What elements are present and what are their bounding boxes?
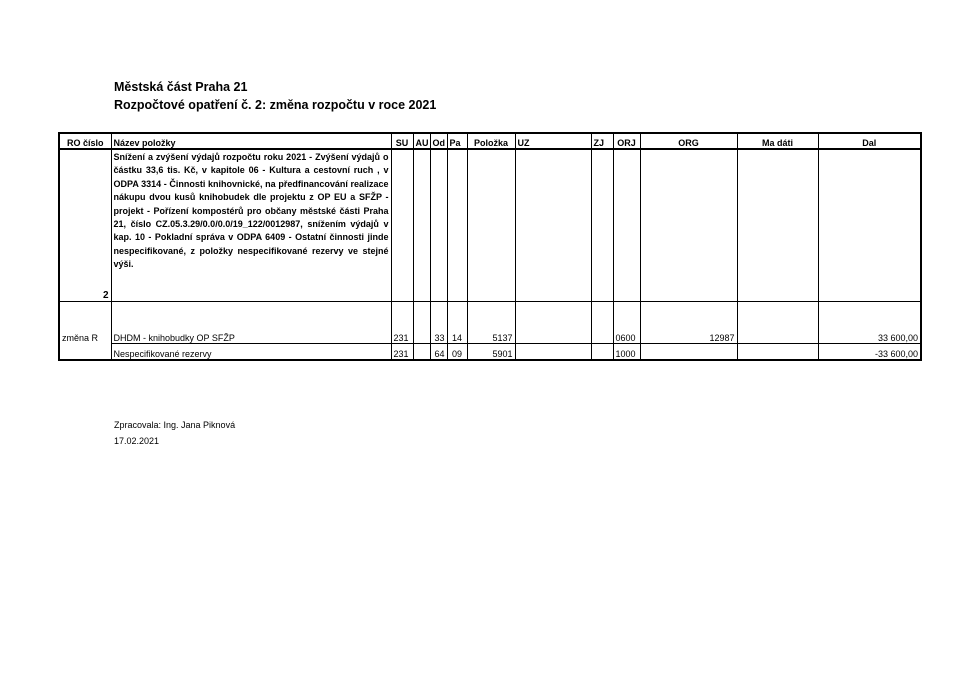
row-pa: 09 — [447, 343, 467, 360]
ro-number: 2 — [59, 149, 111, 301]
row-su: 231 — [391, 343, 413, 360]
prepared-date: 17.02.2021 — [114, 436, 160, 446]
col-org: ORG — [640, 133, 737, 149]
table-header-row — [59, 133, 921, 149]
row-zj — [591, 301, 613, 343]
row-name: DHDM - knihobudky OP SFŽP — [111, 301, 391, 343]
row-ma-dati — [737, 301, 818, 343]
row-polozka: 5137 — [467, 301, 515, 343]
row-od: 33 — [430, 301, 447, 343]
col-dal: Dal — [818, 133, 921, 149]
col-od: Od — [430, 133, 447, 149]
row-uz — [515, 301, 591, 343]
page-title: Městská část Praha 21 — [114, 80, 248, 94]
row-org — [640, 343, 737, 360]
budget-table — [58, 132, 922, 361]
col-polozka: Položka — [467, 133, 515, 149]
row-od: 64 — [430, 343, 447, 360]
col-zj: ZJ — [591, 133, 613, 149]
row-zj — [591, 343, 613, 360]
col-orj: ORJ — [613, 133, 640, 149]
row-orj: 0600 — [613, 301, 640, 343]
col-su: SU — [391, 133, 413, 149]
col-nazev-polozky: Název položky — [111, 133, 391, 149]
row-dal: -33 600,00 — [818, 343, 921, 360]
row-pa: 14 — [447, 301, 467, 343]
page-subtitle: Rozpočtové opatření č. 2: změna rozpočtu v roce 2021 — [114, 98, 437, 112]
row-polozka: 5901 — [467, 343, 515, 360]
row-orj: 1000 — [613, 343, 640, 360]
row-au — [413, 343, 430, 360]
row-ro — [59, 343, 111, 360]
table-row-description — [59, 149, 921, 301]
table-row — [59, 343, 921, 360]
row-dal: 33 600,00 — [818, 301, 921, 343]
table-row — [59, 301, 921, 343]
row-ma-dati — [737, 343, 818, 360]
col-ma-dati: Ma dáti — [737, 133, 818, 149]
row-name: Nespecifikované rezervy — [111, 343, 391, 360]
col-pa: Pa — [447, 133, 467, 149]
col-ro-cislo: RO číslo — [59, 133, 111, 149]
row-uz — [515, 343, 591, 360]
row-org: 12987 — [640, 301, 737, 343]
row-ro: změna R — [59, 301, 111, 343]
col-au: AU — [413, 133, 430, 149]
row-su: 231 — [391, 301, 413, 343]
description-text: Snížení a zvýšení výdajů rozpočtu roku 2021 - Zvýšení výdajů o částku 33,6 tis. Kč, v kapitole 06 - Kultura a cestovní ruch , v ODPA 3314 - Činnosti knihovnické, na předfinancování realizace nákupu dvou kusů knihobudek dle projektu z OP EU a SFŽP - projekt - Pořízení kompostérů pro občany městské části Praha 21, číslo CZ.05.3.29/0.0/0.0/19_122/0012987, snížením výdajů v kap. 10 - Pokladní správa v ODPA 6409 - Ostatní činnosti jinde nespecifikované, z položky nespecifikované rezervy ve stejné výši. — [111, 149, 391, 301]
row-au — [413, 301, 430, 343]
col-uz: UZ — [515, 133, 591, 149]
prepared-by: Zpracovala: Ing. Jana Piknová — [114, 420, 236, 430]
